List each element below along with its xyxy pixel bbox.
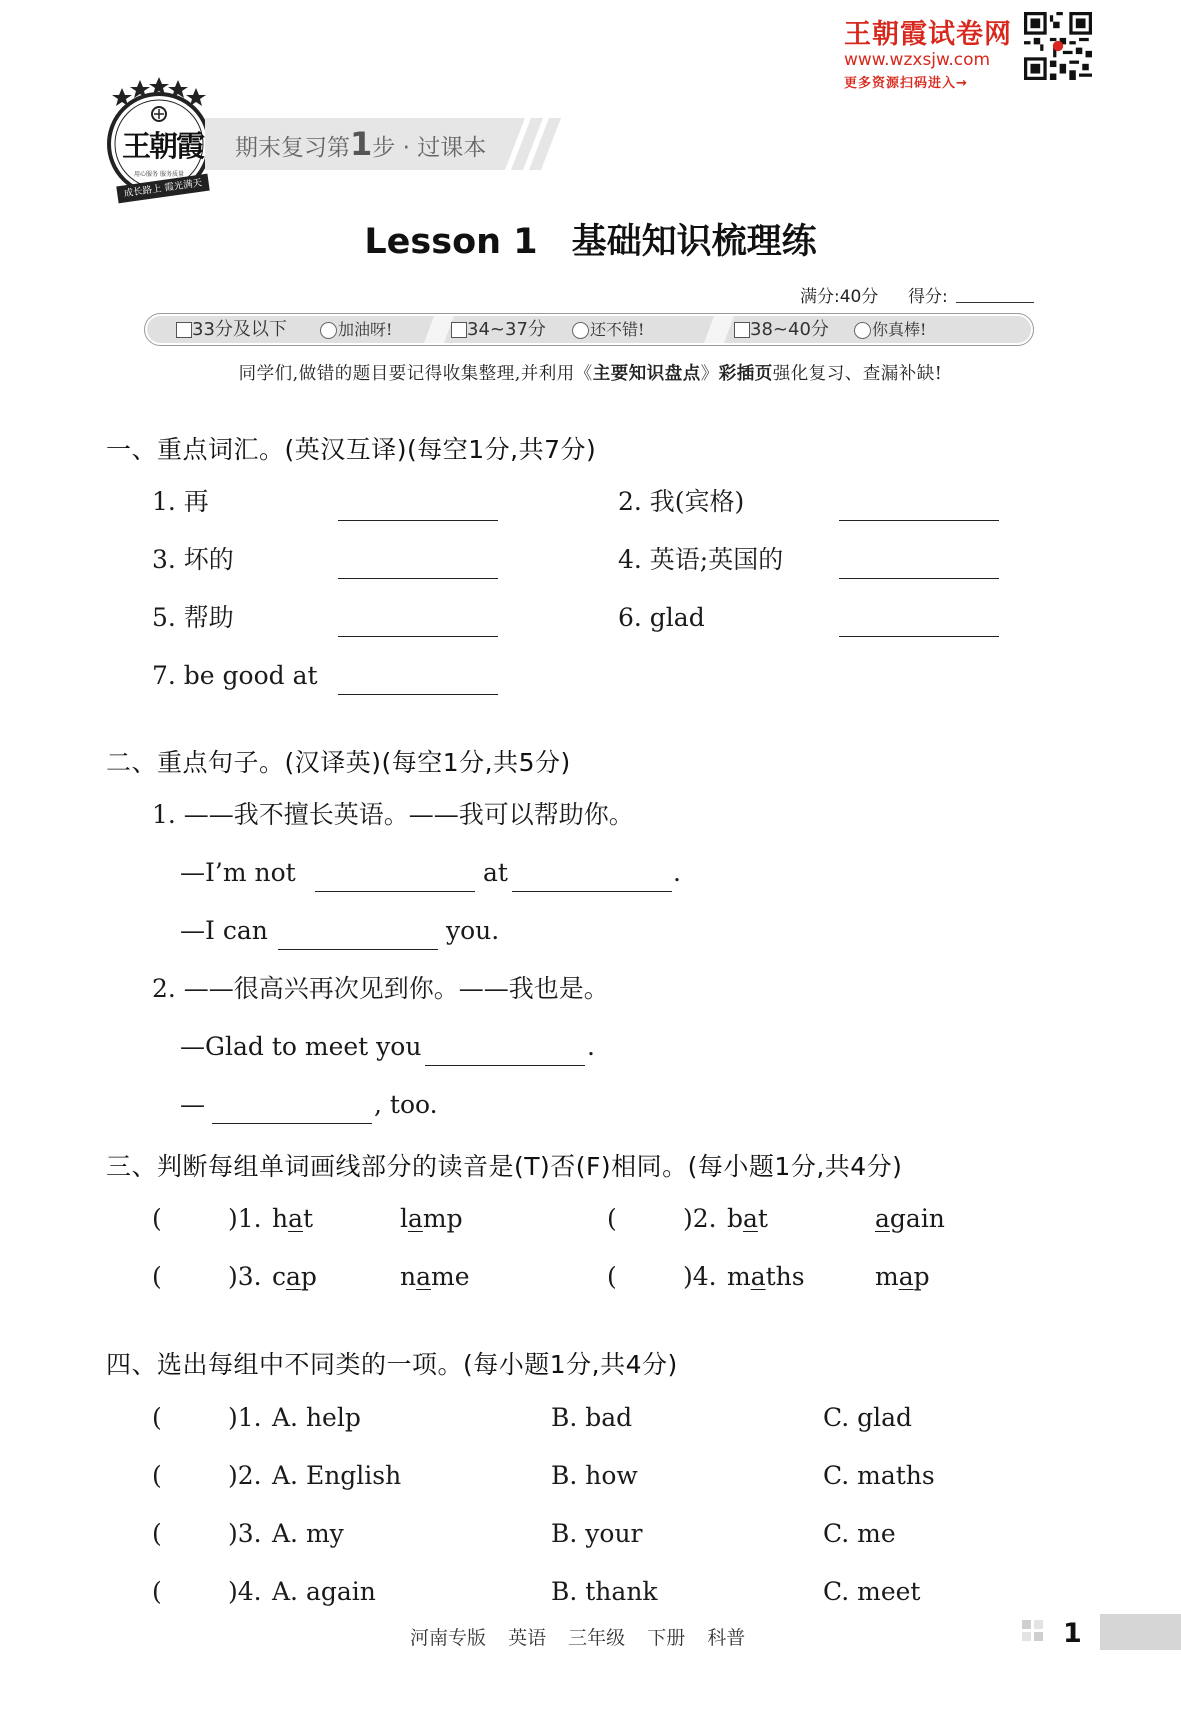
footer-publisher: 科普 <box>707 1627 746 1649</box>
vocab-item: 2. 我(宾格) <box>618 487 745 516</box>
tier-3-checkbox[interactable] <box>734 322 750 338</box>
phonics-word: name <box>400 1262 470 1291</box>
vocab-item: 6. glad <box>618 603 705 632</box>
option-a: A. help <box>272 1403 361 1432</box>
answer-blank[interactable] <box>839 636 999 637</box>
smiley-face-icon <box>572 322 589 339</box>
sentence-text: —I’m not <box>180 858 296 887</box>
answer-blank[interactable] <box>512 891 672 892</box>
tier-3-range: 38~40分 <box>750 319 829 340</box>
answer-blank[interactable] <box>338 578 498 579</box>
logo-title: 王朝霞 <box>122 129 204 163</box>
brand-url[interactable]: www.wzxsjw.com <box>844 50 991 70</box>
question-number: )1. <box>228 1403 262 1432</box>
footer-subject: 英语 <box>508 1627 547 1649</box>
footer-volume: 下册 <box>647 1627 686 1649</box>
tier-2-checkbox[interactable] <box>451 322 467 338</box>
score-tier-2 <box>444 313 714 346</box>
option-a: A. English <box>272 1461 402 1490</box>
page-number: 1 <box>1063 1618 1082 1649</box>
option-c: C. glad <box>823 1403 913 1432</box>
phonics-word: maths <box>727 1262 805 1291</box>
answer-paren[interactable]: ( <box>152 1461 162 1490</box>
answer-blank[interactable] <box>338 636 498 637</box>
score-field[interactable] <box>956 302 1034 303</box>
section-3-heading: 三、判断每组单词画线部分的读音是(T)否(F)相同。(每小题1分,共4分) <box>106 1152 903 1181</box>
answer-paren[interactable]: ( <box>152 1403 162 1432</box>
tier-1-range: 33分及以下 <box>192 319 287 340</box>
svg-text:用心服务 服务质量: 用心服务 服务质量 <box>134 171 184 178</box>
tier-2-comment: 还不错! <box>590 320 645 339</box>
question-number: )2. <box>683 1204 717 1233</box>
brand-promo: 更多资源扫码进入→ <box>844 76 968 91</box>
answer-blank[interactable] <box>839 520 999 521</box>
full-score: 满分:40分 <box>800 287 879 307</box>
phonics-word: again <box>875 1204 945 1233</box>
answer-paren[interactable]: ( <box>607 1262 617 1291</box>
vocab-item: 1. 再 <box>152 487 209 516</box>
sentence-text: —Glad to meet you <box>180 1032 422 1061</box>
footer-edition: 河南专版 <box>410 1627 487 1649</box>
option-a: A. again <box>272 1577 376 1606</box>
vocab-item: 4. 英语;英国的 <box>618 545 784 574</box>
phonics-word: lamp <box>400 1204 463 1233</box>
score-tier-3 <box>724 313 1024 346</box>
logo-badge <box>100 76 218 206</box>
qr-code-icon[interactable] <box>1024 12 1092 80</box>
sentence-text: , too. <box>374 1090 438 1119</box>
banner-text: 期末复习第1步 · 过课本 <box>235 125 487 163</box>
sentence-question: 1. ——我不擅长英语。——我可以帮助你。 <box>152 800 634 829</box>
answer-paren[interactable]: ( <box>607 1204 617 1233</box>
question-number: )1. <box>228 1204 262 1233</box>
option-b: B. thank <box>551 1577 658 1606</box>
answer-paren[interactable]: ( <box>152 1204 162 1233</box>
sentence-text: at <box>483 858 508 887</box>
section-2-heading: 二、重点句子。(汉译英)(每空1分,共5分) <box>106 748 571 777</box>
logo-slogan: 成长路上 霞光满天 <box>116 174 209 204</box>
phonics-word: hat <box>272 1204 314 1233</box>
answer-paren[interactable]: ( <box>152 1519 162 1548</box>
brand-name: 王朝霞试卷网 <box>844 19 1012 50</box>
option-c: C. maths <box>823 1461 935 1490</box>
question-number: )4. <box>683 1262 717 1291</box>
answer-paren[interactable]: ( <box>152 1577 162 1606</box>
smiley-face-icon <box>854 322 871 339</box>
answer-blank[interactable] <box>338 694 498 695</box>
vocab-item: 7. be good at <box>152 661 318 690</box>
tier-3-comment: 你真棒! <box>872 320 927 339</box>
smiley-face-icon <box>320 322 337 339</box>
section-4-heading: 四、选出每组中不同类的一项。(每小题1分,共4分) <box>106 1350 678 1379</box>
answer-blank[interactable] <box>315 891 475 892</box>
tier-1-comment: 加油呀! <box>338 320 393 339</box>
answer-blank[interactable] <box>212 1123 372 1124</box>
question-number: )3. <box>228 1519 262 1548</box>
phonics-word: cap <box>272 1262 317 1291</box>
answer-blank[interactable] <box>278 949 438 950</box>
section-1-heading: 一、重点词汇。(英汉互译)(每空1分,共7分) <box>106 435 597 464</box>
vocab-item: 3. 坏的 <box>152 545 234 574</box>
option-b: B. your <box>551 1519 643 1548</box>
page-title: Lesson 1 基础知识梳理练 <box>364 222 817 262</box>
score-rating-bar <box>144 313 1034 346</box>
sentence-text: — <box>180 1090 205 1119</box>
tier-2-range: 34~37分 <box>467 319 546 340</box>
phonics-word: bat <box>727 1204 768 1233</box>
notice-text: 同学们,做错的题目要记得收集整理,并利用《主要知识盘点》彩插页强化复习、查漏补缺! <box>238 364 943 384</box>
footer-grade: 三年级 <box>568 1627 626 1649</box>
vocab-item: 5. 帮助 <box>152 603 234 632</box>
question-number: )3. <box>228 1262 262 1291</box>
score-label: 得分: <box>908 287 948 307</box>
sentence-text: you. <box>446 916 500 945</box>
option-b: B. bad <box>551 1403 633 1432</box>
sentence-question: 2. ——很高兴再次见到你。——我也是。 <box>152 974 609 1003</box>
score-tier-1 <box>144 313 434 346</box>
option-b: B. how <box>551 1461 638 1490</box>
question-number: )4. <box>228 1577 262 1606</box>
page-tab <box>1100 1614 1181 1650</box>
footer-info <box>410 1623 761 1650</box>
option-a: A. my <box>272 1519 344 1548</box>
answer-blank[interactable] <box>338 520 498 521</box>
sentence-text: . <box>673 858 681 887</box>
answer-blank[interactable] <box>425 1065 585 1066</box>
step-banner <box>205 118 567 170</box>
phonics-word: map <box>875 1262 930 1291</box>
sentence-text: . <box>587 1032 595 1061</box>
answer-paren[interactable]: ( <box>152 1262 162 1291</box>
sentence-text: —I can <box>180 916 268 945</box>
page-corner-icon <box>1022 1620 1056 1648</box>
tier-1-checkbox[interactable] <box>176 322 192 338</box>
option-c: C. meet <box>823 1577 921 1606</box>
answer-blank[interactable] <box>839 578 999 579</box>
question-number: )2. <box>228 1461 262 1490</box>
option-c: C. me <box>823 1519 896 1548</box>
